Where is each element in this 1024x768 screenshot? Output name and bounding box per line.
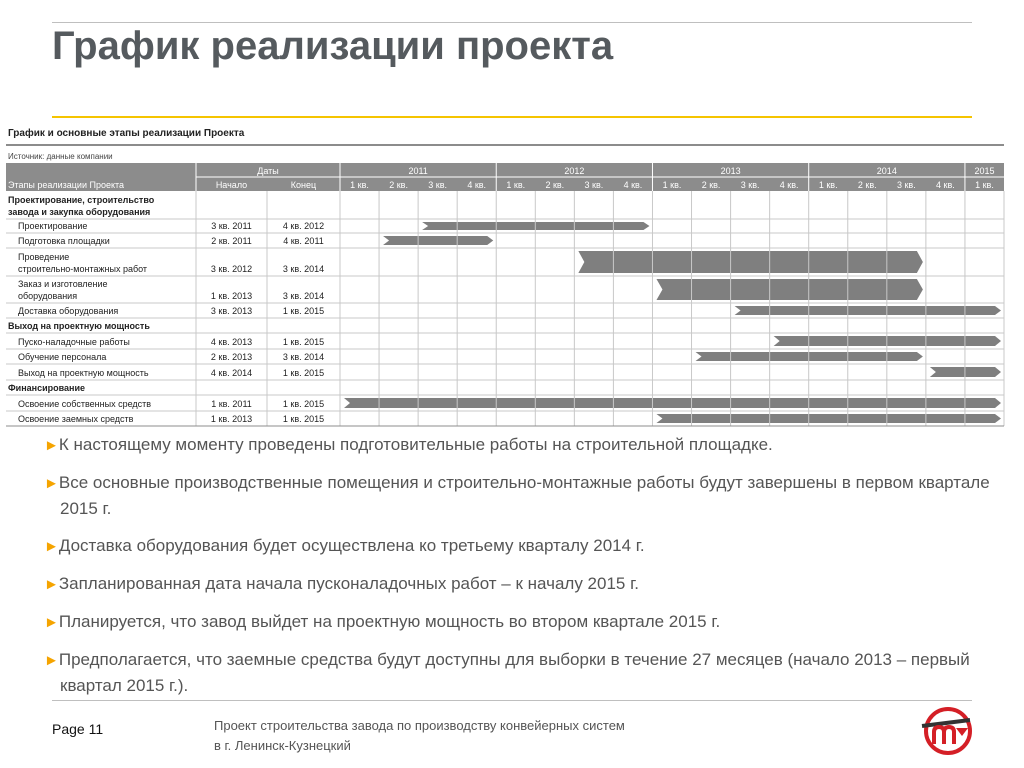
task-label: Пуско-наладочные работы xyxy=(18,337,130,347)
footer-line: в г. Ленинск-Кузнецкий xyxy=(214,738,351,753)
task-label: Выход на проектную мощность xyxy=(18,368,149,378)
task-label: Обучение персонала xyxy=(18,352,107,362)
task-end: 3 кв. 2014 xyxy=(282,291,325,301)
header-quarter: 4 кв. xyxy=(467,180,487,190)
chart-title: График и основные этапы реализации Проекта xyxy=(8,128,245,139)
header-quarter: 3 кв. xyxy=(428,180,448,190)
header-quarter: 3 кв. xyxy=(740,180,760,190)
header-year: 2015 xyxy=(974,166,995,176)
task-label: Проектирование xyxy=(18,221,88,231)
task-end: 1 кв. 2015 xyxy=(282,414,325,424)
task-start: 3 кв. 2012 xyxy=(210,264,253,274)
header-year: 2013 xyxy=(720,166,741,176)
bullet-item: ►Запланированная дата начала пусконаладочных работ – к началу 2015 г. xyxy=(44,574,639,593)
task-end: 1 кв. 2015 xyxy=(282,368,325,378)
header-dates: Даты xyxy=(257,166,279,176)
task-start: 4 кв. 2013 xyxy=(210,337,253,347)
bullet-arrow-icon: ► xyxy=(44,652,59,669)
task-start: 1 кв. 2013 xyxy=(210,291,253,301)
task-start: 1 кв. 2011 xyxy=(211,399,252,409)
gantt-bar xyxy=(656,414,1001,423)
page-title: График реализации проекта xyxy=(52,24,614,68)
header-quarter: 1 кв. xyxy=(662,180,682,190)
header-quarter: 2 кв. xyxy=(701,180,721,190)
bullet-arrow-icon: ► xyxy=(44,614,59,631)
header-quarter: 3 кв. xyxy=(584,180,604,190)
bullet-list xyxy=(44,432,1004,710)
bullet-arrow-icon: ► xyxy=(44,538,59,555)
section-label: Финансирование xyxy=(8,383,86,393)
task-start: 1 кв. 2013 xyxy=(210,414,253,424)
section-label: завода и закупка оборудования xyxy=(8,207,151,217)
gantt-bar xyxy=(383,236,493,245)
header-quarter: 1 кв. xyxy=(506,180,526,190)
task-label: оборудования xyxy=(18,291,78,301)
company-logo-icon xyxy=(918,702,974,758)
header-quarter: 3 кв. xyxy=(896,180,916,190)
header-quarter: 1 кв. xyxy=(350,180,369,190)
task-label: Проведение xyxy=(18,252,70,262)
task-end: 4 кв. 2012 xyxy=(282,221,325,231)
task-end: 1 кв. 2015 xyxy=(282,306,325,316)
task-label: строительно-монтажных работ xyxy=(18,264,148,274)
task-label: Доставка оборудования xyxy=(18,306,119,316)
task-start: 2 кв. 2013 xyxy=(210,352,253,362)
header-year: 2014 xyxy=(876,166,897,176)
page-number: Page 11 xyxy=(52,721,104,737)
task-start: 2 кв. 2011 xyxy=(211,236,252,246)
gantt-bar xyxy=(578,251,923,273)
header-quarter: 2 кв. xyxy=(857,180,877,190)
header-start: Начало xyxy=(215,180,248,190)
bullet-arrow-icon: ► xyxy=(44,437,59,454)
task-label: Освоение заемных средств xyxy=(18,414,134,424)
header-quarter: 4 кв. xyxy=(779,180,799,190)
header-year: 2011 xyxy=(408,166,428,176)
header-quarter: 1 кв. xyxy=(975,180,994,190)
bullet-item: ►К настоящему моменту проведены подготовительные работы на строительной площадке. xyxy=(44,435,773,454)
header-quarter: 4 кв. xyxy=(936,180,955,190)
header-quarter: 2 кв. xyxy=(545,180,565,190)
task-start: 4 кв. 2014 xyxy=(210,368,253,378)
bullet-item: ►Планируется, что завод выйдет на проектную мощность во втором квартале 2015 г. xyxy=(44,612,721,631)
bullet-item: ►Предполагается, что заемные средства будут доступны для выборки в течение 27 месяцев (начало 2013 – первый квартал 2015 г.). xyxy=(44,650,970,695)
task-end: 3 кв. 2014 xyxy=(282,352,325,362)
gantt-bar xyxy=(656,279,922,300)
bullet-item: ►Все основные производственные помещения и строительно-монтажные работы будут завершены в первом квартале 2015 г. xyxy=(44,473,990,518)
bullet-arrow-icon: ► xyxy=(44,576,59,593)
task-end: 1 кв. 2015 xyxy=(282,337,325,347)
section-label: Проектирование, строительство xyxy=(8,195,155,205)
task-label: Освоение собственных средств xyxy=(18,399,152,409)
bullet-item: ►Доставка оборудования будет осуществлена ко третьему кварталу 2014 г. xyxy=(44,536,645,555)
header-quarter: 2 кв. xyxy=(389,180,408,190)
header-end: Конец xyxy=(290,180,317,190)
header-quarter: 1 кв. xyxy=(818,180,838,190)
task-start: 3 кв. 2013 xyxy=(210,306,253,316)
task-label: Заказ и изготовление xyxy=(18,279,108,289)
task-start: 3 кв. 2011 xyxy=(211,221,252,231)
footer-text xyxy=(214,716,754,756)
bullet-arrow-icon: ► xyxy=(44,475,59,492)
section-label: Выход на проектную мощность xyxy=(8,321,150,331)
header-stages: Этапы реализации Проекта xyxy=(8,180,125,190)
header-year: 2012 xyxy=(564,166,585,176)
footer-line: Проект строительства завода по производству конвейерных систем xyxy=(214,718,625,733)
task-label: Подготовка площадки xyxy=(18,236,110,246)
gantt-bar xyxy=(344,398,1001,408)
task-end: 4 кв. 2011 xyxy=(283,236,324,246)
header-quarter: 4 кв. xyxy=(623,180,643,190)
chart-source: Источник: данные компании xyxy=(8,152,113,161)
task-end: 1 кв. 2015 xyxy=(282,399,325,409)
gantt-bar xyxy=(735,306,1001,315)
task-end: 3 кв. 2014 xyxy=(282,264,325,274)
